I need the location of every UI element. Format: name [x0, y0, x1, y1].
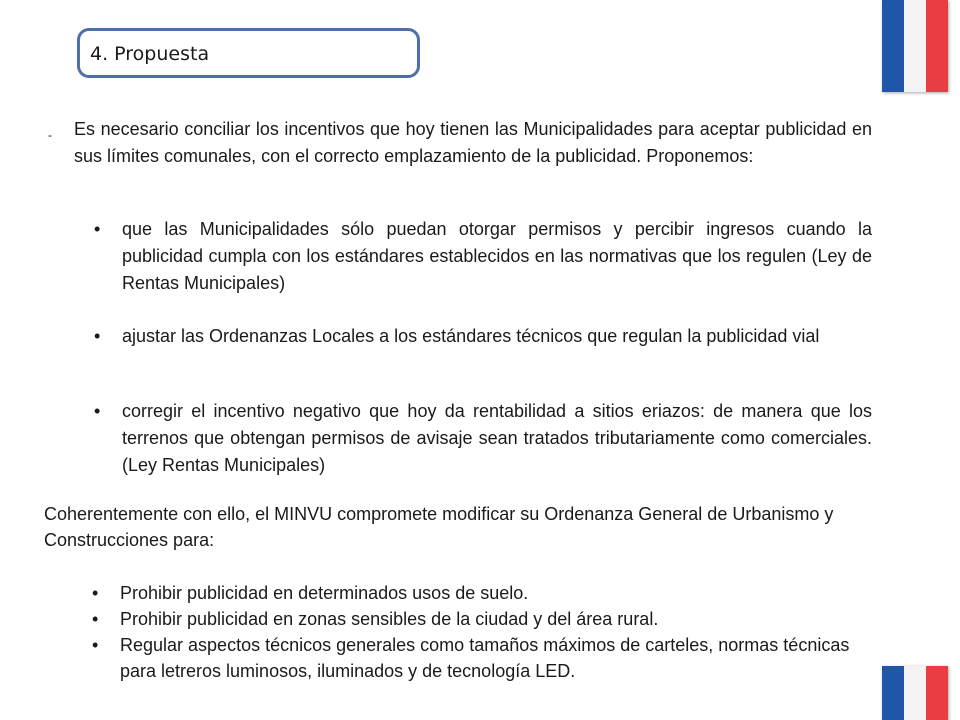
flag-stripe-white [904, 666, 926, 720]
flag-stripe-red [926, 0, 948, 92]
flag-stripe-blue [882, 666, 904, 720]
section-title-box [77, 28, 420, 78]
intro-paragraph: Es necesario conciliar los incentivos que hoy tienen las Municipalidades para aceptar publicidad en sus límites comunales, con el correcto emplazamiento de la publicidad. Proponemos: [74, 119, 872, 166]
minvu-bullet-3: • [92, 635, 99, 655]
minvu-item-2: Prohibir publicidad en zonas sensibles de la ciudad y del área rural. [120, 609, 659, 629]
proposal-item-3: corregir el incentivo negativo que hoy da rentabilidad a sitios eriazos: de manera que los terrenos que obtengan permisos de avisaje sean tratados tributariamente como comerciales. (Ley Rentas Municipales) [122, 401, 872, 475]
proposal-item-1: que las Municipalidades sólo puedan otorgar permisos y percibir ingresos cuando la publicidad cumpla con los estándares establecidos en las normativas que los regulen (Ley de Rentas Municipales) [122, 219, 872, 293]
flag-stripe-white [904, 0, 926, 92]
proposal-item-2: ajustar las Ordenanzas Locales a los estándares técnicos que regulan la publicidad vial [122, 326, 820, 346]
section-title: 4. Propuesta [90, 43, 210, 65]
intro-dash-marker: - [48, 128, 52, 142]
coherence-paragraph: Coherentemente con ello, el MINVU compromete modificar su Ordenanza General de Urbanismo y Construcciones para: [44, 504, 834, 550]
proposal-bullet-3: • [94, 401, 101, 421]
flag-top-right [882, 0, 948, 92]
minvu-item-1: Prohibir publicidad en determinados usos de suelo. [120, 583, 529, 603]
minvu-item-3: Regular aspectos técnicos generales como tamaños máximos de carteles, normas técnicas para letreros luminosos, iluminados y de tecnología LED. [120, 635, 850, 681]
proposal-bullet-1: • [94, 219, 101, 239]
flag-stripe-blue [882, 0, 904, 92]
proposal-bullet-2: • [94, 326, 101, 346]
flag-bottom-right [882, 666, 948, 720]
minvu-bullet-2: • [92, 609, 99, 629]
minvu-bullet-1: • [92, 583, 99, 603]
flag-stripe-red [926, 666, 948, 720]
